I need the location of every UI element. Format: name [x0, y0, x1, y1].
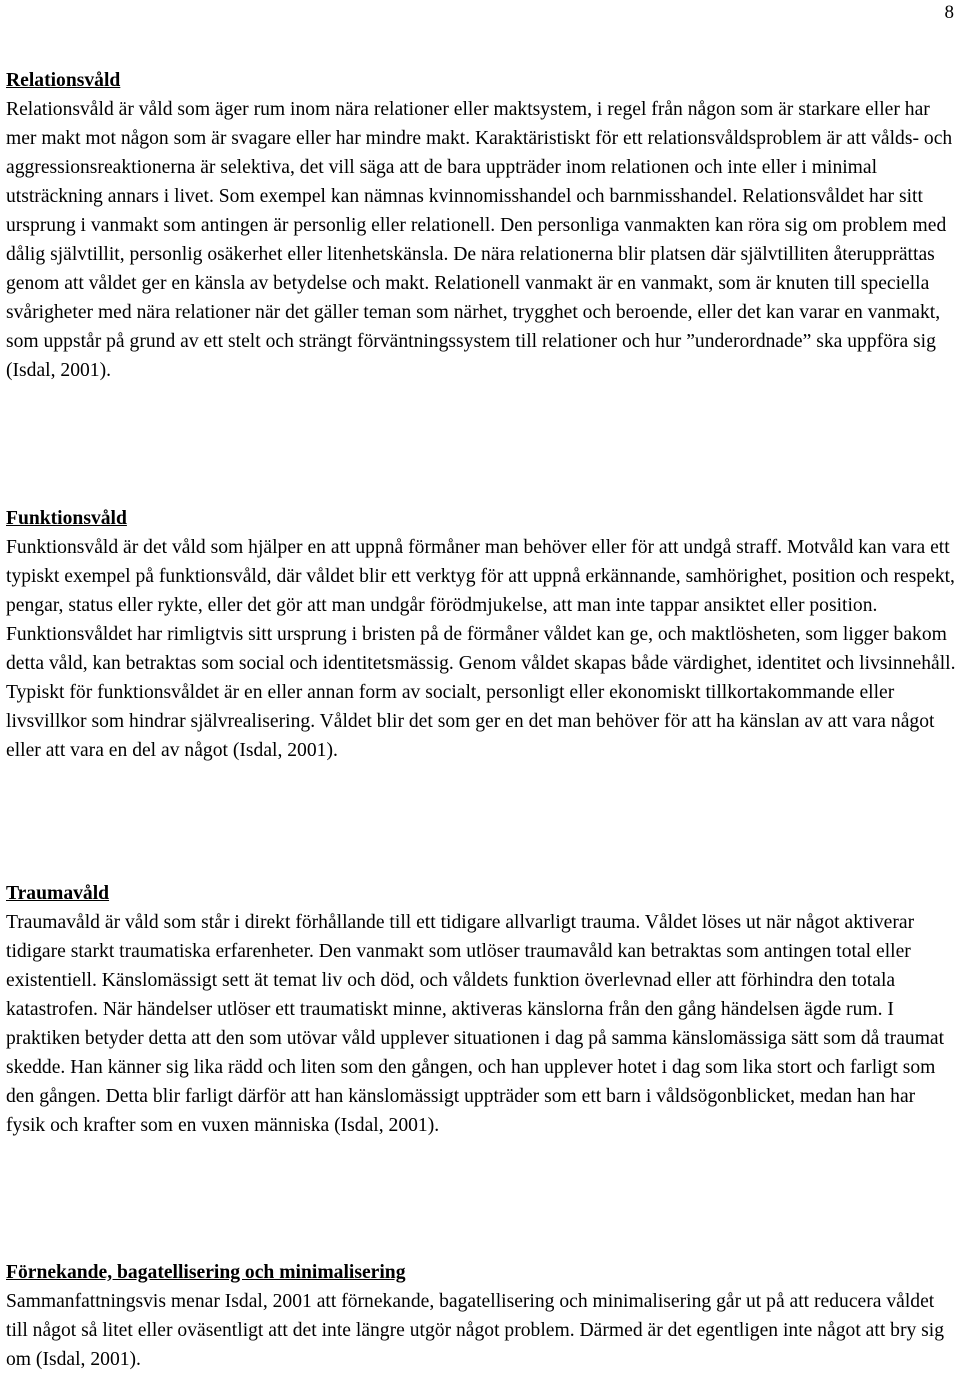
- section-body: Funktionsvåld är det våld som hjälper en att uppnå förmåner man behöver eller för att undgå straff. Motvåld kan vara ett typiskt exempel på funktionsvåld, där våldet blir ett verktyg för att uppnå erkännande, samhörighet, position och respekt, pengar, status eller rykte, eller det gör att man undgår förödmjukelse, att man inte tappar ansiktet eller position. Funktionsvåldet har rimligtvis sitt ursprung i bristen på de förmåner våldet kan ge, och maktlösheten, som ligger bakom detta våld, kan betraktas som social och identitetsmässig. Genom våldet skapas både värdighet, identitet och livsinnehåll. Typiskt för funktionsvåldet är en eller annan form av socialt, personligt eller ekonomiskt tillkortakommande eller livsvillkor som hindrar självrealisering. Våldet blir det som ger en det man behöver för att ha känslan av att vara något eller att vara en del av något (Isdal, 2001).: [6, 537, 956, 761]
- section-heading: Funktionsvåld: [6, 508, 127, 529]
- section-body: Traumavåld är våld som står i direkt förhållande till ett tidigare allvarligt trauma. Våldet löses ut när något aktiverar tidigare starkt traumatiska erfarenheter. Den vanmakt som utlöser traumavåld kan betraktas som antingen total eller existentiell. Känslomässigt sett ät temat liv och död, och våldets funktion överlevnad eller att förhindra den totala katastrofen. När händelser utlöser ett traumatiskt minne, aktiveras känslorna från den gång händelsen ägde rum. I praktiken betyder detta att den som utövar våld upplever situationen i dag på samma känslomässiga sätt som då traumat skedde. Han känner sig lika rädd och liten som den gången, och han upplever hotet i dag som lika stort och farligt som den gången. Detta blir farligt därför att han känslomässigt uppträder som ett barn i våldsögonblicket, medan han har fysik och krafter som en vuxen människa (Isdal, 2001).: [6, 912, 945, 1136]
- section-fornekande: [6, 1258, 958, 1374]
- section-funktionsvald: [6, 504, 958, 765]
- section-body: Sammanfattningsvis menar Isdal, 2001 att förnekande, bagatellisering och minimalisering går ut på att reducera våldet till något så litet eller oväsentligt att det inte längre utgör något problem. Därmed är det egentligen inte något att bry sig om (Isdal, 2001).: [6, 1291, 945, 1370]
- section-heading: Förnekande, bagatellisering och minimalisering: [6, 1262, 406, 1283]
- section-body: Relationsvåld är våld som äger rum inom nära relationer eller maktsystem, i regel från någon som är starkare eller har mer makt mot någon som är svagare eller har mindre makt. Karaktäristiskt för ett relationsvåldsproblem är att vålds- och aggressionsreaktionerna är selektiva, det vill säga att de bara uppträder inom relationen och inte eller i minimal utsträckning annars i livet. Som exempel kan nämnas kvinnomisshandel och barnmisshandel. Relationsvåldet har sitt ursprung i vanmakt som antingen är personlig eller relationell. Den personliga vanmakten kan röra sig om problem med dålig självtillit, personlig osäkerhet eller litenhetskänsla. De nära relationerna blir platsen där självtilliten återupprättas genom att våldet ger en känsla av betydelse och makt. Relationell vanmakt är en vanmakt, som är knuten till speciella svårigheter med nära relationer när det gäller teman som närhet, trygghet och beroende, eller det kan varar en vanmakt, som uppstår på grund av ett stelt och strängt förväntningssystem till relationer och hur ”underordnade” ska uppföra sig (Isdal, 2001).: [6, 99, 953, 381]
- section-relationsvald: [6, 66, 958, 385]
- page-number: 8: [944, 2, 954, 23]
- section-traumavald: [6, 879, 958, 1140]
- section-heading: Relationsvåld: [6, 70, 121, 91]
- section-heading: Traumavåld: [6, 883, 110, 904]
